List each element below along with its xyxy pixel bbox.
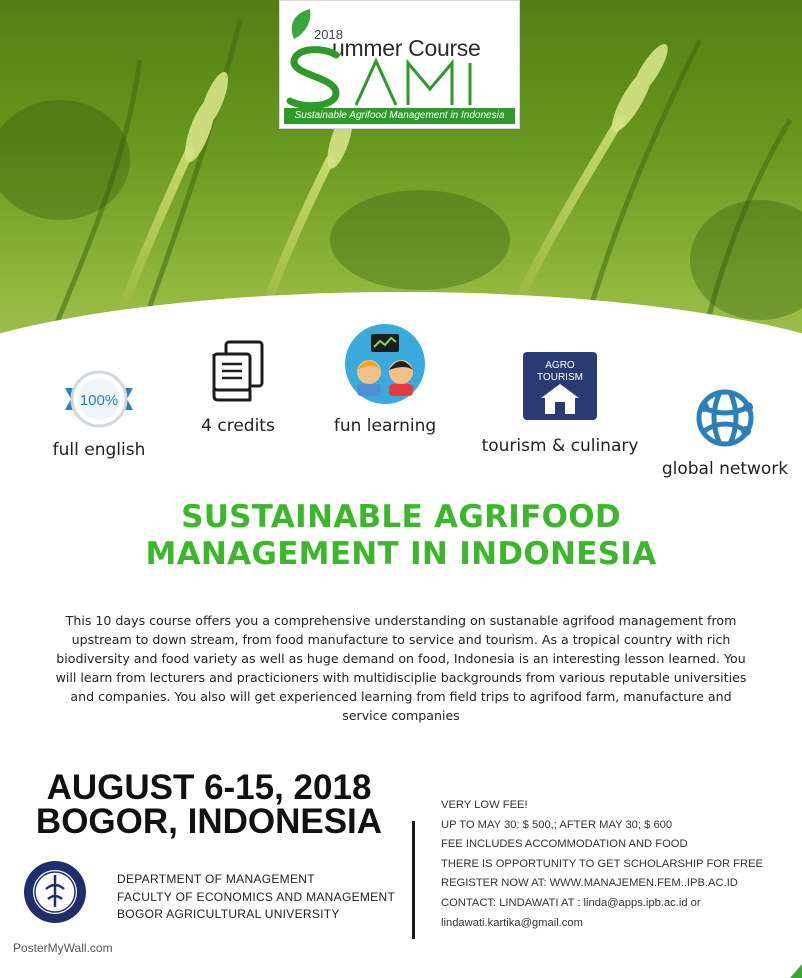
svg-text:TOURISM: TOURISM bbox=[537, 372, 583, 383]
sami-logo bbox=[279, 0, 520, 129]
sami-wordmark bbox=[284, 41, 514, 113]
feature-global-network bbox=[655, 385, 795, 479]
feature-label: tourism & culinary bbox=[481, 436, 639, 456]
organizer-info bbox=[117, 871, 395, 924]
fee-line: UP TO MAY 30: $ 500,; AFTER MAY 30; $ 600 bbox=[441, 818, 673, 831]
event-location: BOGOR, INDONESIA bbox=[35, 802, 383, 841]
feature-label: full english bbox=[52, 440, 146, 460]
divider bbox=[412, 821, 415, 939]
logo-title: ummer Course bbox=[332, 35, 481, 61]
feature-tourism-culinary bbox=[475, 350, 645, 456]
headline-line-2: MANAGEMENT IN INDONESIA bbox=[145, 536, 657, 572]
fee-info bbox=[441, 796, 763, 933]
globe-network-icon bbox=[690, 385, 760, 451]
students-icon bbox=[343, 322, 427, 406]
corner-accent bbox=[790, 964, 802, 978]
ipb-seal-icon bbox=[22, 859, 88, 925]
event-dates: AUGUST 6-15, 2018 bbox=[46, 768, 372, 807]
fee-line: VERY LOW FEE! bbox=[441, 799, 528, 811]
contact-email[interactable]: lindawati.kartika@gmail.com bbox=[441, 916, 583, 929]
organizer-line: DEPARTMENT OF MANAGEMENT bbox=[117, 872, 315, 886]
feature-label: fun learning bbox=[333, 416, 437, 436]
svg-text:100%: 100% bbox=[79, 392, 119, 409]
headline-line-1: SUSTAINABLE AGRIFOOD bbox=[181, 499, 621, 535]
postermywall-watermark: PosterMyWall.com bbox=[13, 941, 113, 955]
logo-tagline: Sustainable Agrifood Management in Indonesia bbox=[284, 108, 515, 124]
feature-full-english bbox=[44, 370, 154, 460]
organizer-line: FACULTY OF ECONOMICS AND MANAGEMENT bbox=[117, 889, 396, 904]
agro-tourism-icon bbox=[521, 350, 599, 422]
register-link[interactable]: REGISTER NOW AT: WWW.MANAJEMEN.FEM..IPB.AC.ID bbox=[441, 877, 738, 890]
100-percent-badge-icon bbox=[59, 370, 139, 428]
svg-text:AGRO: AGRO bbox=[545, 360, 575, 371]
logo-year: 2018 bbox=[314, 27, 343, 42]
feature-label: 4 credits bbox=[201, 416, 275, 436]
organizer-line: BOGOR AGRICULTURAL UNIVERSITY bbox=[117, 907, 340, 921]
fee-line: THERE IS OPPORTUNITY TO GET SCHOLARSHIP FOR FREE bbox=[441, 857, 764, 870]
contact-line[interactable]: CONTACT: LINDAWATI AT : linda@apps.ipb.ac.id or bbox=[441, 896, 701, 909]
leaf-icon bbox=[288, 7, 314, 41]
feature-fun-learning bbox=[320, 322, 450, 436]
feature-label: global network bbox=[661, 459, 789, 479]
feature-4-credits bbox=[188, 338, 288, 436]
event-info bbox=[14, 768, 404, 841]
course-description: This 10 days course offers you a comprehensive understanding on sustanable agrifood management from upstream to down stream, from food manufacture to service and tourism. As a tropical country with rich biodiversity and food variety as well as huge demand on food, Indonesia is an interesting lesson learned. You will learn from lecturers and practicioners with multidisciplie backgrounds from various reputable universities and companies. You also will get experienced learning from field trips to agrifood farm, manufacture and service companies bbox=[55, 613, 747, 723]
books-icon bbox=[206, 338, 270, 404]
fee-line: FEE INCLUDES ACCOMMODATION AND FOOD bbox=[441, 838, 688, 851]
